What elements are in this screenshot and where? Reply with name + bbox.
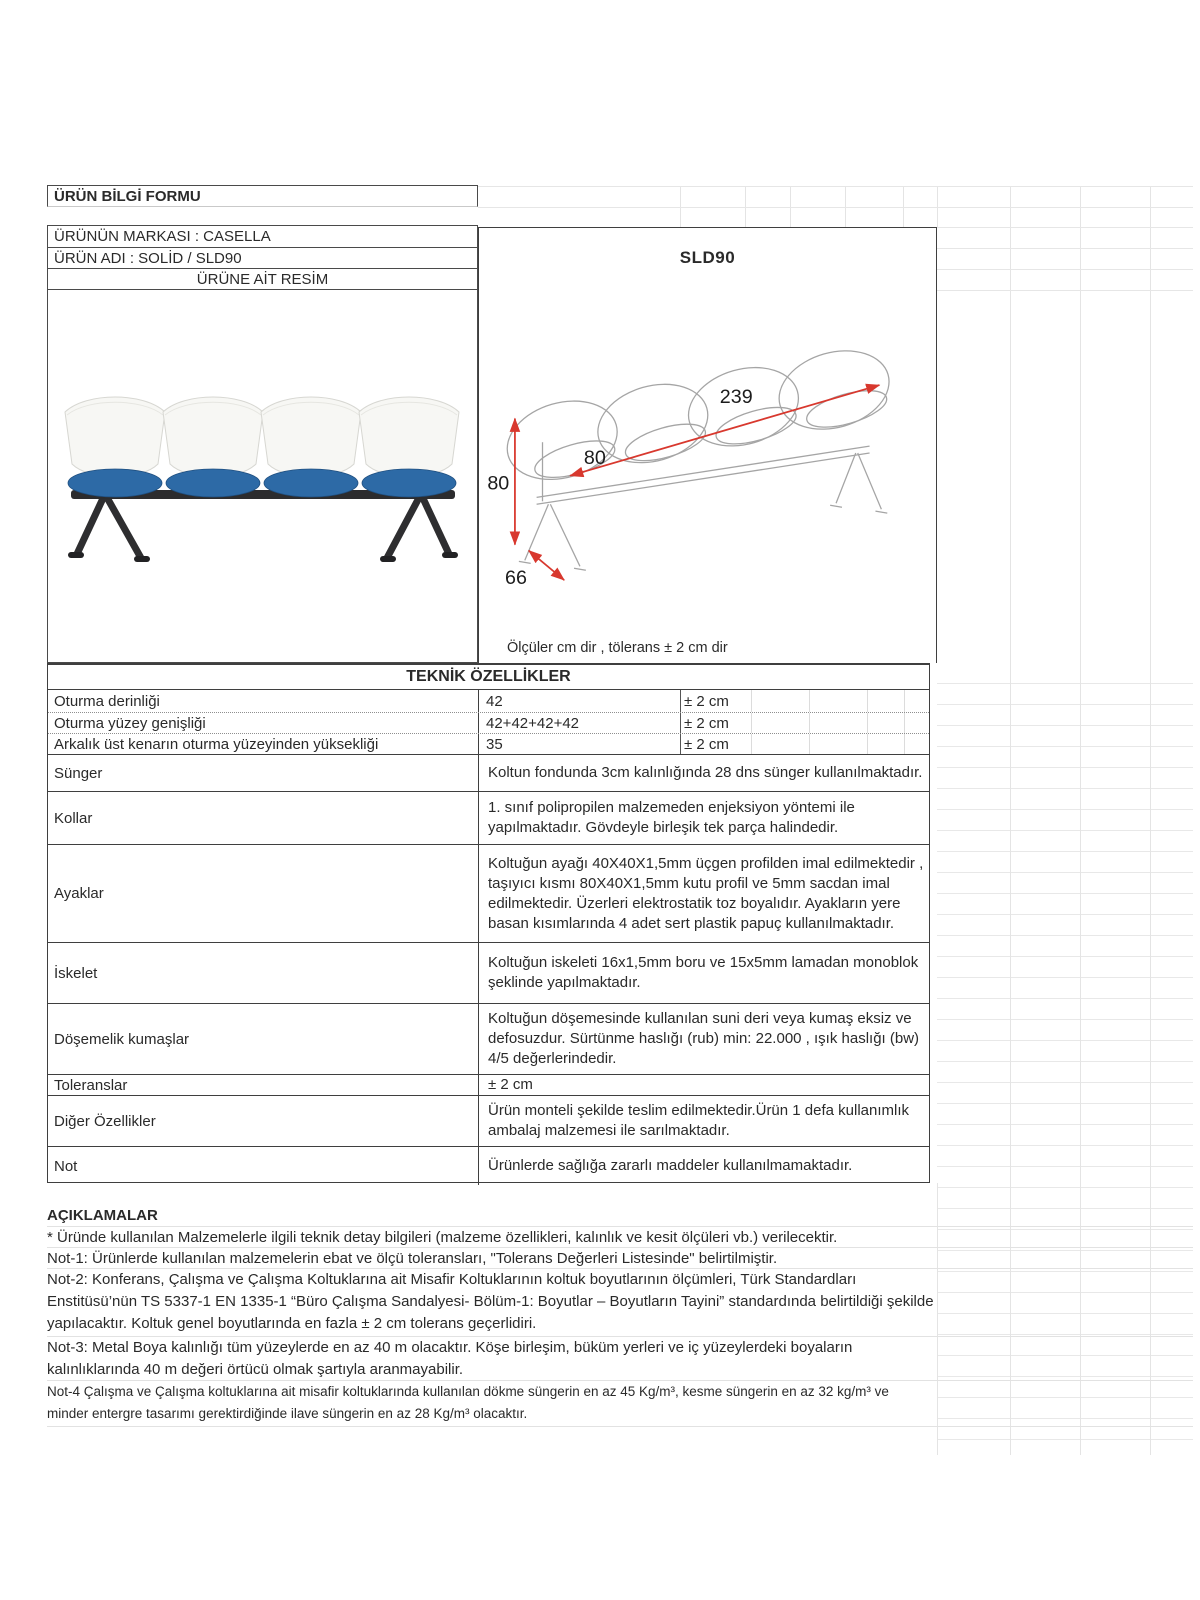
spec-row <box>48 690 929 713</box>
note-text: Not-1: Ürünlerde kullanılan malzemelerin ebat ve ölçü toleransları, "Tolerans Değerleri Listesinde" belirtilmiştir. <box>47 1250 778 1267</box>
spec-value: 35 <box>480 734 681 754</box>
spec-value: ± 2 cm <box>488 1076 533 1093</box>
measure-note: Ölçüler cm dir , tölerans ± 2 cm dir <box>507 640 728 656</box>
spec-label: Oturma derinliği <box>48 690 479 712</box>
gridline <box>478 207 1193 208</box>
spec-tolerance: ± 2 cm <box>684 692 729 710</box>
note-text: * Üründe kullanılan Malzemelerle ilgili teknik detay bilgileri (malzeme özellikleri, kalınlık ve kesit ölçüleri vb.) verilecektir. <box>47 1229 838 1246</box>
note-item <box>47 1227 1193 1248</box>
spec-label: Arkalık üst kenarın oturma yüzeyinden yüksekliği <box>48 734 479 754</box>
spec-value: Koltuğun döşemesinde kullanılan suni deri veya kumaş eksiz ve defosuzdur. Sürtünme haslığı (rub) min: 22.000 , ışık haslığı (bw) 4/5 değerlerindedir. <box>488 1010 920 1067</box>
spec-section-header <box>48 665 929 690</box>
bench-feet <box>68 552 458 562</box>
spec-value: Ürünlerde sağlığa zararlı maddeler kullanılmamaktadır. <box>488 1157 853 1174</box>
spec-row <box>48 734 929 755</box>
brand-text: ÜRÜNÜN MARKASI : CASELLA <box>54 228 271 245</box>
seat-shells <box>65 397 459 477</box>
notes-section-title: AÇIKLAMALAR <box>47 1207 158 1224</box>
spec-table <box>47 663 930 1183</box>
dim-depth-label: 66 <box>505 567 527 588</box>
form-title-cell <box>47 185 478 207</box>
model-title: SLD90 <box>679 248 736 267</box>
spec-value: Koltuğun ayağı 40X40X1,5mm üçgen profilden imal edilmektedir , taşıyıcı kısmı 80X40X1,5mm kutu profil ve 5mm sacdan imal edilmektedir. Üzerleri elektrostatik toz boyalıdır. Ayakların yere basan kısımlarında 4 adet sert plastik papuç kullanılmaktadır. <box>488 854 924 932</box>
note-text: Not-3: Metal Boya kalınlığı tüm yüzeylerde en az 40 m olacaktır. Köşe birleşim, büküm yerleri ve iç yüzeylerdeki boyaların kalınlıklarında 40 m değeri örtücü olmak şartıyla aranmayabilir. <box>47 1339 853 1378</box>
brand-cell <box>47 225 478 248</box>
spec-label: Sünger <box>48 755 479 791</box>
spec-row <box>48 1075 929 1096</box>
spec-label: Not <box>48 1147 479 1185</box>
dimension-arrows <box>515 385 879 580</box>
spec-label: İskelet <box>48 943 479 1003</box>
spec-value: Koltuğun iskeleti 16x1,5mm boru ve 15x5mm lamadan monoblok şeklinde yapılmaktadır. <box>488 954 919 991</box>
spec-label: Diğer Özellikler <box>48 1096 479 1146</box>
bench-legs <box>77 494 449 558</box>
spec-row <box>48 943 929 1004</box>
spec-row <box>48 755 929 792</box>
spec-row <box>48 1004 929 1075</box>
technical-drawing-box <box>478 227 937 663</box>
gridline <box>937 269 1193 270</box>
note-text: Not-2: Konferans, Çalışma ve Çalışma Koltuklarına ait Misafir Koltuklarının koltuk boyutlarının ölçümleri, Türk Standardları Enstitüsü’nün TS 5337-1 EN 1335-1 “Büro Çalışma Sandalyesi- Bölüm-1: Boyutlar – Boyutların Tayini” standardında belirtildiği şekilde yapılacaktır. Koltuk genel boyutlarında en fazla ± 2 cm tolerans geçerlidiri. <box>47 1271 934 1332</box>
spec-value: 42+42+42+42 <box>480 713 681 733</box>
spec-value: 1. sınıf polipropilen malzemeden enjeksiyon yöntemi ile yapılmaktadır. Gövdeyle birleşik tek parça halindedir. <box>488 799 855 836</box>
bench-lineart <box>498 339 898 571</box>
spec-value: Koltun fondunda 3cm kalınlığında 28 dns sünger kullanılmaktadır. <box>488 764 923 781</box>
product-name-text: ÜRÜN ADI : SOLİD / SLD90 <box>54 249 242 267</box>
notes-section-header <box>47 1205 1193 1227</box>
dim-total-width-label: 239 <box>719 385 753 408</box>
form-title: ÜRÜN BİLGİ FORMU <box>54 187 201 205</box>
image-caption-cell <box>47 269 478 290</box>
spec-row <box>48 713 929 734</box>
note-item <box>47 1248 1193 1269</box>
spec-tolerance: ± 2 cm <box>684 714 729 732</box>
spec-row <box>48 1147 929 1185</box>
dim-height-label: 80 <box>487 472 510 495</box>
spec-row <box>48 845 929 943</box>
spec-label: Ayaklar <box>48 845 479 942</box>
spec-label: Toleranslar <box>48 1075 479 1095</box>
product-photo-cell <box>47 290 478 663</box>
note-item <box>47 1269 1193 1337</box>
spec-section-title: TEKNİK ÖZELLİKLER <box>406 668 571 685</box>
spec-row <box>48 1096 929 1147</box>
product-name-cell <box>47 248 478 269</box>
dim-seat-width-label: 80 <box>583 446 606 469</box>
spec-tolerance: ± 2 cm <box>684 735 729 753</box>
gridline <box>937 227 1193 228</box>
image-caption-text: ÜRÜNE AİT RESİM <box>196 270 329 288</box>
note-item <box>47 1381 1193 1427</box>
gridline <box>478 186 1193 187</box>
gridline <box>937 290 1193 291</box>
spec-label: Oturma yüzey genişliği <box>48 713 479 733</box>
product-photo <box>53 378 473 578</box>
spec-label: Kollar <box>48 792 479 844</box>
spec-value: Ürün monteli şekilde teslim edilmektedir.Ürün 1 defa kullanımlık ambalaj malzemesi ile sarılmaktadır. <box>488 1102 910 1139</box>
dimension-drawing <box>485 324 931 588</box>
spec-label: Döşemelik kumaşlar <box>48 1004 479 1074</box>
spec-value: 42 <box>480 690 681 712</box>
note-item <box>47 1337 1193 1381</box>
gridline <box>937 248 1193 249</box>
spec-row <box>48 792 929 845</box>
note-text: Not-4 Çalışma ve Çalışma koltuklarına ait misafir koltuklarında kullanılan dökme süngerin en az 45 Kg/m³, kesme süngerin en az 32 kg/m³ ve minder entergre tasarımı gerektirdiğinde ilave süngerin en az 28 Kg/m³ olacaktır. <box>47 1384 889 1421</box>
